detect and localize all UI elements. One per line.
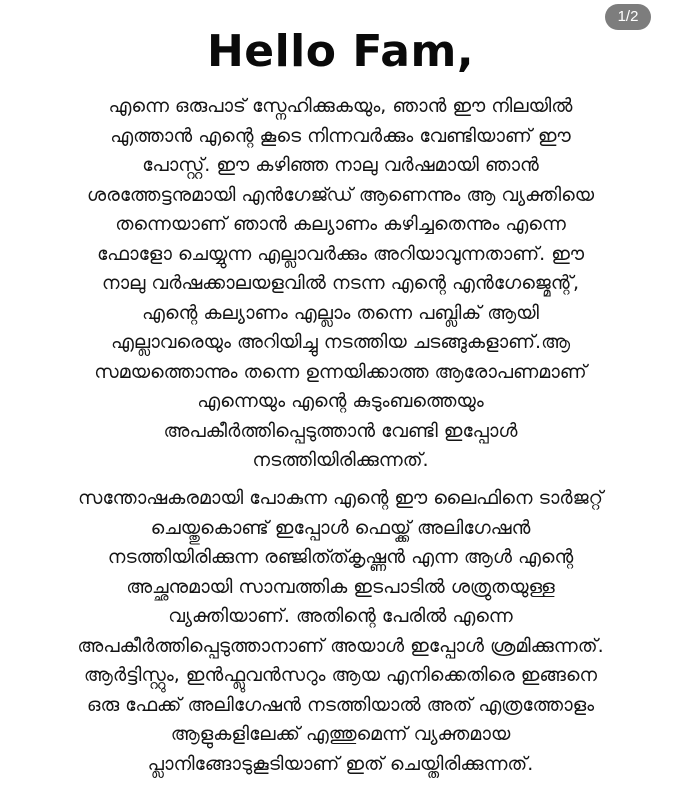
paragraph-line: പോസ്റ്റ്. ഈ കഴിഞ്ഞ നാലു വർഷമായി ഞാൻ <box>142 154 539 176</box>
paragraph-line: അച്ഛനുമായി സാമ്പത്തിക ഇടപാടിൽ ശത്രുതയുള്ള <box>126 575 555 598</box>
page-indicator-badge: 1/2 <box>605 4 651 30</box>
paragraph-line: എന്റെ കല്യാണം എല്ലാം തന്നെ പബ്ലിക് ആയി <box>142 301 539 324</box>
paragraph-line: സമയത്തൊന്നും തന്നെ ഉന്നയിക്കാത്ത ആരോപണമാണ് <box>94 360 587 383</box>
paragraph-line: സന്തോഷകരമായി പോകുന്ന എന്റെ ഈ ലൈഫിനെ ടാർജറ്റ് <box>78 487 603 509</box>
paragraph-line: ഫോളോ ചെയ്യുന്ന എല്ലാവർക്കും അറിയാവുന്നതാണ്. ഈ <box>96 242 585 265</box>
paragraph-line: എന്നെ ഒരുപാട് സ്നേഹിക്കുകയും, ഞാൻ ഈ നിലയിൽ <box>108 95 573 117</box>
paragraph-line: നടത്തിയിരിക്കുന്നത്. <box>252 449 429 471</box>
paragraph-line: ശരത്തേട്ടനുമായി എൻഗേജ്ഡ് ആണെന്നും ആ വ്യക്തിയെ <box>86 183 595 206</box>
paragraph-line: നടത്തിയിരിക്കുന്ന രഞ്ജിത്ത്കൃഷ്ണൻ എന്ന ആൾ എന്റെ <box>107 546 574 568</box>
paragraph-line: എന്നെയും എന്റെ കുടുംബത്തെയും <box>197 390 484 412</box>
paragraph-line: തന്നെയാണ് ഞാൻ കല്യാണം കഴിച്ചതെന്നും എന്നെ <box>115 213 566 235</box>
paragraph-line: ചെയ്തുകൊണ്ട് ഇപ്പോൾ ഫെയ്ക്ക് അലിഗേഷൻ <box>150 516 531 539</box>
paragraph-line: പ്ലാനിങ്ങോടുകൂടിയാണ് ഇത് ചെയ്തിരിക്കുന്നത്. <box>147 752 534 775</box>
paragraph-line: എല്ലാവരെയും അറിയിച്ചു നടത്തിയ ചടങ്ങുകളാണ്.ആ <box>110 331 571 353</box>
paragraph-line: എത്താൻ എന്റെ കൂടെ നിന്നവർക്കും വേണ്ടിയാണ് ഈ <box>110 124 571 147</box>
paragraph-2 <box>24 484 657 779</box>
paragraph-line: അപകീർത്തിപ്പെടുത്താനാണ് അയാൾ ഇപ്പോൾ ശ്രമിക്കുന്നത്. <box>77 634 604 657</box>
paragraph-line: വ്യക്തിയാണ്. അതിന്റെ പേരിൽ എന്നെ <box>168 605 513 627</box>
paragraph-1 <box>24 92 657 476</box>
post-heading: Hello Fam, <box>206 26 475 77</box>
paragraph-line: ഒരു ഫേക്ക് അലിഗേഷൻ നടത്തിയാൽ അത് എത്രത്തോളം <box>86 693 595 716</box>
paragraph-line: ആളുകളിലേക്ക് എത്തുമെന്ന് വ്യക്തമായ <box>170 723 511 745</box>
paragraph-line: ആർട്ടിസ്റ്റും, ഇൻഫ്ലുവൻസറും ആയ എനിക്കെതിരെ ഇങ്ങനെ <box>83 664 598 686</box>
paragraph-line: അപകീർത്തിപ്പെടുത്താൻ വേണ്ടി ഇപ്പോൾ <box>163 419 518 442</box>
paragraph-line: നാലു വർഷക്കാലയളവിൽ നടന്ന എന്റെ എൻഗേജ്മെന്റ്, <box>101 272 580 294</box>
